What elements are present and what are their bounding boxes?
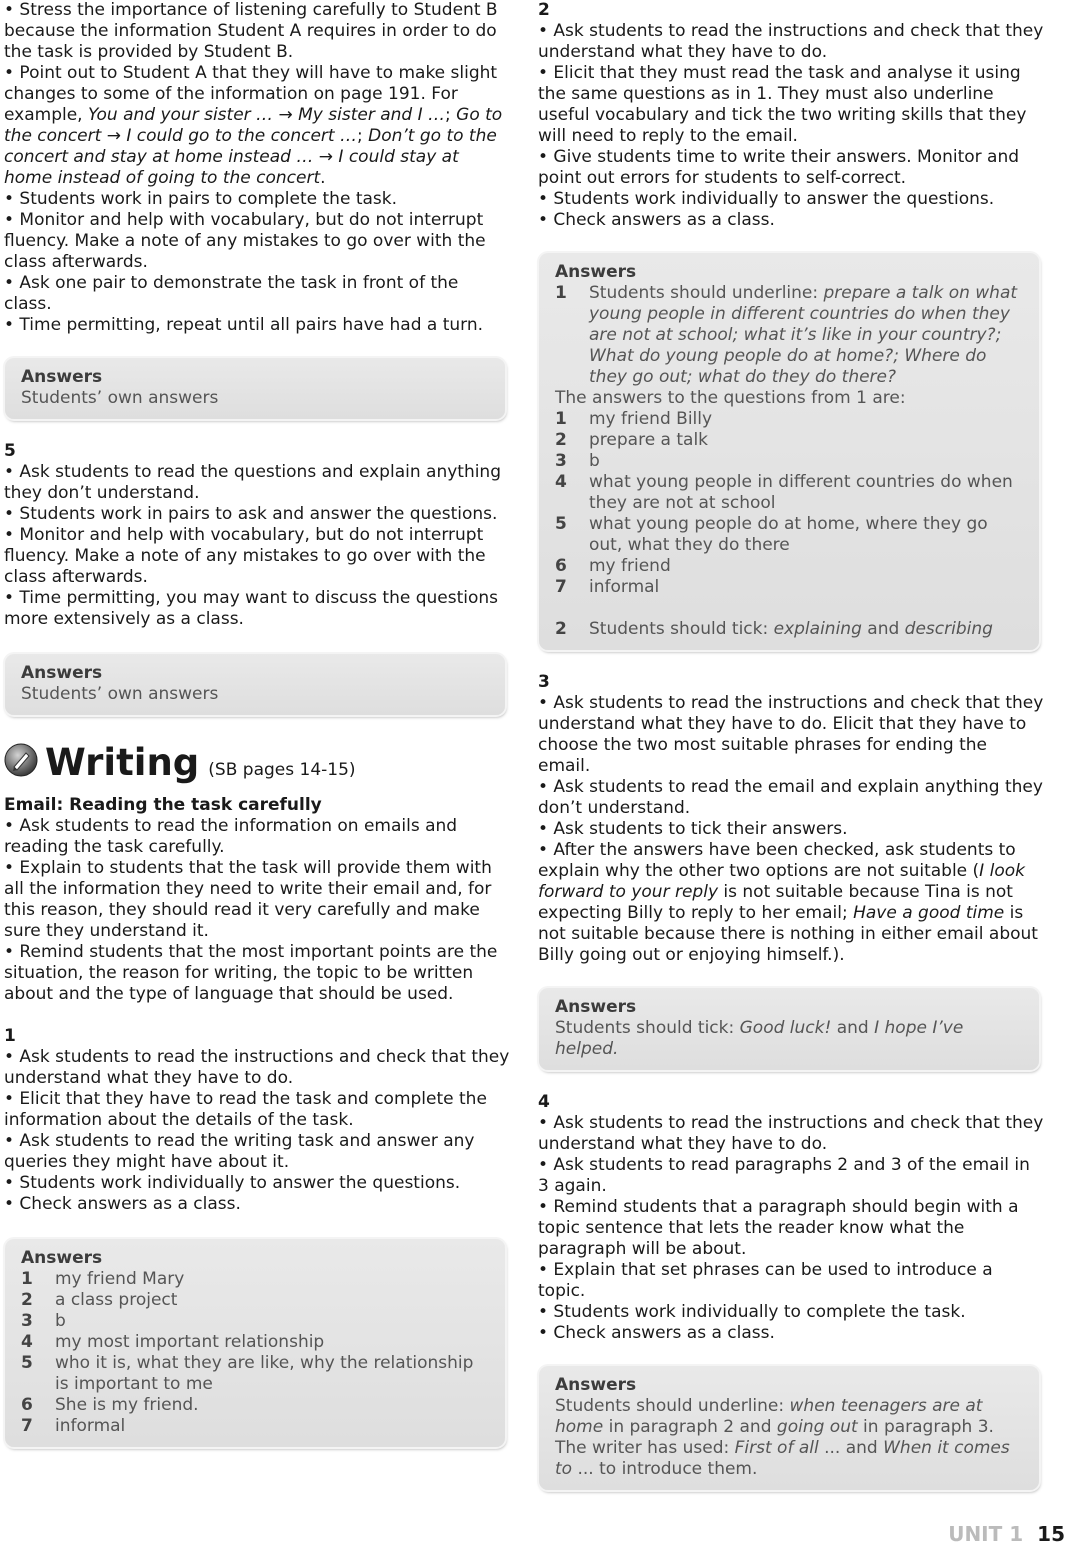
bullet: • Students work in pairs to ask and answer the questions. — [4, 504, 498, 524]
answers-content: Students should underline: when teenagers are at home in paragraph 2 and going out in paragraph 3. The writer has used: First of all ... and When it comes to ... to introduce them. — [555, 1396, 1010, 1479]
answer-row: 2 a class project — [21, 1290, 178, 1310]
page-title: Writing — [45, 741, 200, 784]
bullet: • Elicit that they must read the task and analyse it using the same questions as in 1. They must also underline useful vocabulary and tick the two writing skills that they will need to reply to the email. — [538, 63, 1027, 146]
left-column — [4, 0, 510, 1447]
section-1 — [4, 1026, 510, 1215]
answers-box — [539, 253, 1039, 650]
answer-row: 4 my most important relationship — [21, 1332, 325, 1352]
bullet: • Check answers as a class. — [4, 1194, 241, 1214]
bullet: • Time permitting, you may want to discuss the questions more extensively as a class. — [4, 588, 499, 629]
answers-label: Answers — [21, 663, 103, 683]
section-number: 1 — [4, 1026, 16, 1046]
section-number: 5 — [4, 441, 16, 461]
answer-row: 1 my friend Mary — [21, 1269, 185, 1289]
answer-row: 6 She is my friend. — [21, 1395, 199, 1415]
bullet: • Students work individually to answer the questions. — [4, 1173, 461, 1193]
section-heading: Email: Reading the task carefully — [4, 795, 322, 815]
answers-label: Answers — [555, 1375, 637, 1395]
answers-box — [5, 358, 505, 419]
answers-text: Students’ own answers — [21, 388, 219, 408]
answers-text: Students’ own answers — [21, 684, 219, 704]
pencil-icon — [4, 743, 38, 777]
answers-label: Answers — [555, 997, 637, 1017]
section-4 — [538, 1092, 1044, 1344]
intro-text: • Stress the importance of listening carefully to Student B because the information Student A requires in order to do the task is provided by Student B. • Point out to Student A that they will have to make slight changes to some of the information on page 191. For example, You and your sister … → My sister and I …; Go to the concert → I could go to the concert …; Don’t go to the concert and stay at home instead … → I could stay at home instead of going to the concert. • Students work in pairs to complete the task. • Monitor and help with vocabulary, but do not interrupt fluency. Make a note of any mistakes to go over with the class afterwards. • Ask one pair to demonstrate the task in front of the class. • Time permitting, repeat until all pairs have had a turn. — [4, 0, 503, 335]
bullet: • Explain to students that the task will provide them with all the information they need to write their email and, for this reason, they should read it very carefully and make sure they understand it. — [4, 858, 492, 941]
bullet: • Ask students to read the instructions and check that they understand what they have to do. — [4, 1047, 510, 1088]
answers-content: Students should tick: Good luck! and I hope I’ve helped. — [555, 1018, 964, 1059]
email-section — [4, 795, 510, 1005]
page-subtitle: (SB pages 14-15) — [208, 760, 356, 780]
section-5 — [4, 441, 510, 630]
answers-box — [539, 988, 1039, 1070]
answer-row: 5 who it is, what they are like, why the relationship is important to me — [21, 1353, 474, 1394]
bullet: • Remind students that the most important points are the situation, the reason for writing, the topic to be written about and the type of language that should be used. — [4, 942, 498, 1004]
bullet: • Monitor and help with vocabulary, but do not interrupt fluency. Make a note of any mistakes to go over with the class afterwards. — [4, 525, 486, 587]
answers-label: Answers — [21, 1248, 103, 1268]
page-number: 15 — [1037, 1522, 1065, 1546]
bullet: • Ask students to read the information on emails and reading the task carefully. — [4, 816, 458, 857]
section-number: 4 — [538, 1092, 550, 1112]
answers-content: 1 Students should underline: prepare a talk on what young people in different countries do when they are not at school; what it’s like in your country?; What do young people do at home?; Where do they go out; what do they do there? The answers to the questions from 1 are: 1 my friend Billy 2 prepare a talk 3 b 4 what young people in different countries do when they are not at school 5 what young people do at home, where they go out, what they do there 6 my friend 7 informal 2 Students should tick: explaining and describing — [555, 283, 1018, 639]
bullet: • Ask students to read the writing task and answer any queries they might have about it. — [4, 1131, 475, 1172]
section-2 — [538, 0, 1044, 231]
bullet: • Ask students to read the instructions and check that they understand what they have to do. — [538, 1113, 1044, 1154]
bullet: • Explain that set phrases can be used to introduce a topic. — [538, 1260, 993, 1301]
answer-row: 3 b — [21, 1311, 66, 1331]
page-footer — [865, 1524, 1065, 1545]
bullet: • Ask students to read the instructions and check that they understand what they have to do. — [538, 21, 1044, 62]
bullet: • Ask students to read paragraphs 2 and 3 of the email in 3 again. — [538, 1155, 1030, 1196]
answers-box — [5, 654, 505, 715]
writing-heading — [4, 739, 510, 783]
answer-row: 7 informal — [21, 1416, 126, 1436]
bullet: • Check answers as a class. — [538, 210, 775, 230]
unit-label: UNIT 1 — [948, 1522, 1024, 1546]
bullet: • Check answers as a class. — [538, 1323, 775, 1343]
section-number: 2 — [538, 0, 550, 20]
bullet: • Ask students to read the questions and explain anything they don’t understand. — [4, 462, 502, 503]
bullet: • Remind students that a paragraph should begin with a topic sentence that lets the reader know what the paragraph will be about. — [538, 1197, 1019, 1259]
bullet: • Elicit that they have to read the task and complete the information about the details of the task. — [4, 1089, 487, 1130]
bullet: • Give students time to write their answers. Monitor and point out errors for students to self-correct. — [538, 147, 1020, 188]
answers-label: Answers — [555, 262, 637, 282]
answers-box — [539, 1366, 1039, 1490]
right-column — [538, 0, 1044, 1490]
answers-box — [5, 1239, 505, 1447]
answers-label: Answers — [21, 367, 103, 387]
bullet: • Students work individually to answer the questions. — [538, 189, 995, 209]
section-number: 3 — [538, 672, 550, 692]
section-text: • Ask students to read the instructions and check that they understand what they have to do. Elicit that they have to choose the two most suitable phrases for ending the email. • Ask students to read the email and explain anything they don’t understand. • Ask students to tick their answers. • After the answers have been checked, ask students to explain why the other two options are not suitable (I look forward to your reply is not suitable because Tina is not expecting Billy to reply to her email; Have a good time is not suitable because there is nothing in either email about Billy going out or enjoying himself.). — [538, 693, 1044, 965]
section-3 — [538, 672, 1044, 966]
bullet: • Students work individually to complete the task. — [538, 1302, 966, 1322]
